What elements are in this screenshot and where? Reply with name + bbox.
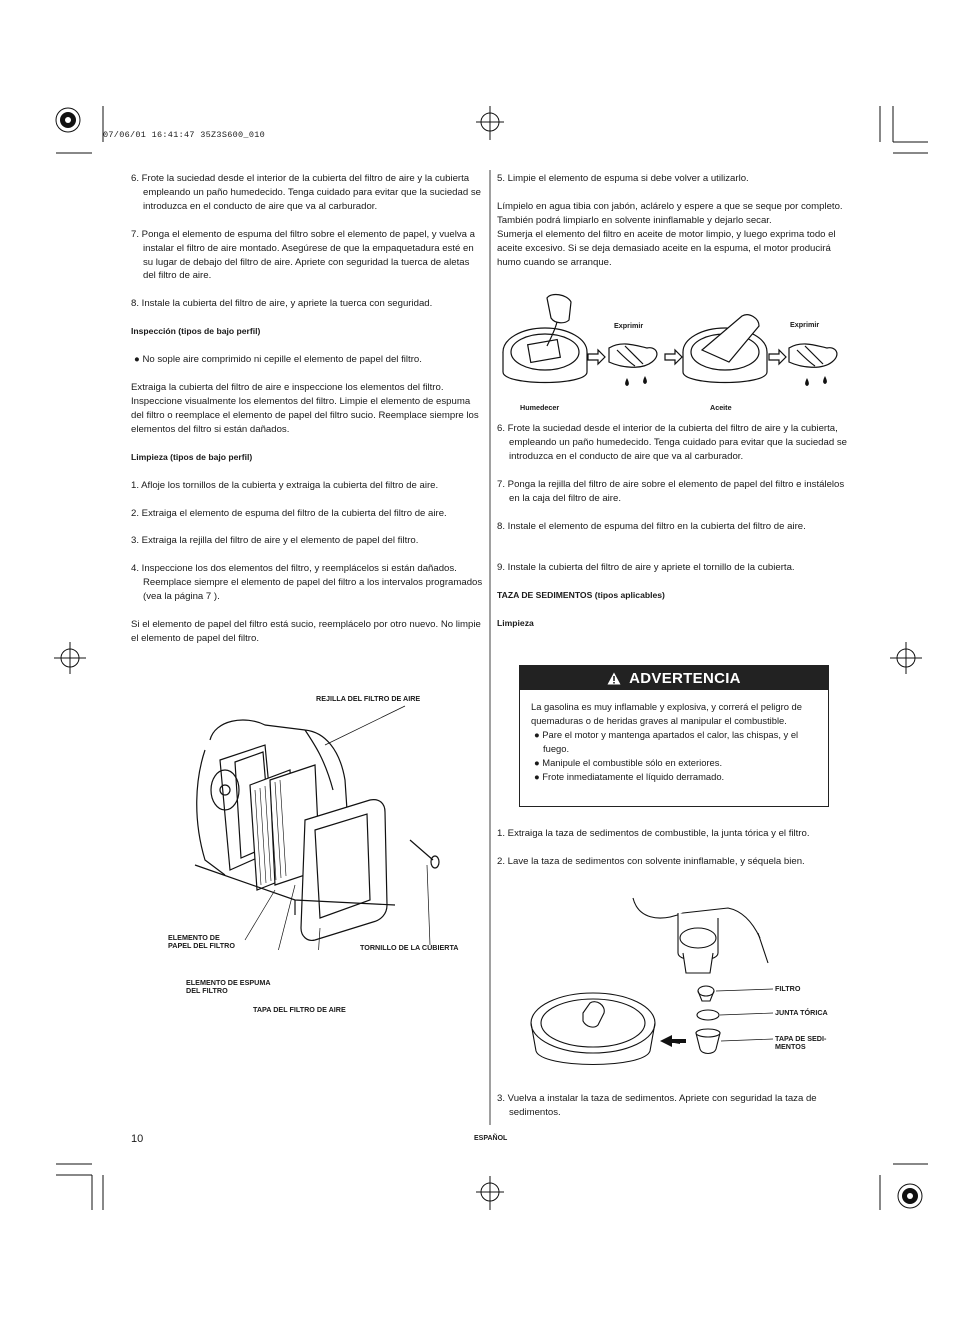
header-code: 07/06/01 16:41:47 35Z3S600_010 [103, 130, 266, 140]
soap-paragraph: Límpielo en agua tibia con jabón, aclárelo y espere a que se seque por completo. También podrá limpiarlo en solvente ininflamable y dejarlo secar. [497, 200, 843, 226]
label-cover-screw: TORNILLO DE LA CUBIERTA [360, 943, 459, 952]
label-wet: Humedecer [520, 403, 560, 412]
label-air-filter-cover: TAPA DEL FILTRO DE AIRE [253, 1005, 346, 1014]
clean-step-2: 2. Extraiga el elemento de espuma del filtro de la cubierta del filtro de aire. [131, 507, 447, 519]
label-squeeze-2: Exprimir [790, 320, 820, 329]
step-r8: 8. Instale el elemento de espuma del filtro en la cubierta del filtro de aire. [497, 520, 806, 532]
label-o-ring: JUNTA TÓRICA [775, 1008, 828, 1017]
step-8: 8. Instale la cubierta del filtro de aire, y apriete la tuerca con seguridad. [131, 298, 433, 310]
warning-box [519, 665, 829, 807]
label-air-filter-grid: REJILLA DEL FILTRO DE AIRE [316, 694, 421, 703]
sediment-step-3: 3. Vuelva a instalar la taza de sedimentos. Apriete con seguridad la taza de sedimentos. [497, 1093, 817, 1118]
clean-step-4: 4. Inspeccione los dos elementos del filtro, y reemplácelos si están dañados. Reemplace siempre el elemento de papel del filtro a los intervalos programados (vea la página 7 ). [131, 563, 483, 603]
sediment-step-2: 2. Lave la taza de sedimentos con solvente ininflamable, y séquela bien. [497, 855, 805, 867]
warning-text: La gasolina es muy inflamable y explosiva, y correrá el peligro de quemaduras o de heridas graves al manipular el combustible. [531, 701, 802, 726]
label-foam-element: ELEMENTO DE ESPUMA DEL FILTRO [186, 978, 271, 995]
step-6: 6. Frote la suciedad desde el interior de la cubierta del filtro de aire y la cubierta empleando un paño humedecido. Tenga cuidado para evitar que la suciedad se introduzca en el conducto de aire que va al carburador. [131, 173, 481, 212]
step-r9: 9. Instale la cubierta del filtro de aire y apriete el tornillo de la cubierta. [497, 562, 795, 574]
registration-mark-icon [898, 1184, 922, 1208]
air-filter-illustration [165, 700, 465, 950]
right-column-middle [497, 422, 852, 631]
clean-step-1: 1. Afloje los tornillos de la cubierta y extraiga la cubierta del filtro de aire. [131, 479, 439, 491]
sediment-heading: TAZA DE SEDIMENTOS (tipos aplicables) [497, 590, 665, 601]
warning-header [520, 666, 828, 690]
warning-triangle-icon [607, 672, 621, 685]
sediment-cup-illustration [528, 893, 778, 1073]
warning-bullet-3: ● Frote inmediatamente el líquido derramado. [534, 770, 725, 782]
footer-language: ESPAÑOL [474, 1135, 508, 1142]
label-paper-element: ELEMENTO DE PAPEL DEL FILTRO [168, 933, 235, 950]
cleaning-heading: Limpieza (tipos de bajo perfil) [131, 451, 253, 462]
sediment-cleaning-heading: Limpieza [497, 618, 534, 629]
sediment-step-1: 1. Extraiga la taza de sedimentos de combustible, la junta tórica y el filtro. [497, 828, 810, 839]
label-squeeze-1: Exprimir [614, 321, 644, 330]
label-oil: Aceite [710, 403, 732, 412]
label-filter: FILTRO [775, 984, 801, 993]
inspection-paragraph: Extraiga la cubierta del filtro de aire e inspeccione los elementos del filtro. Inspeccione visualmente los elementos del filtro. Limpie el elemento de espuma del filtro o reemplace el elemento de papel del filtro sucio. Reemplace siempre los elementos del filtro si están dañados. [131, 382, 479, 435]
oil-paragraph: Sumerja el elemento del filtro en aceite de motor limpio, y luego exprima todo el aceite excesivo. Si se deja demasiado aceite en la espuma, el motor producirá humo cuando se arranque. [497, 228, 836, 268]
step-r5: 5. Limpie el elemento de espuma si debe volver a utilizarlo. [497, 173, 749, 184]
label-sediment-cup: TAPA DE SEDI- MENTOS [775, 1034, 827, 1051]
page-number: 10 [131, 1133, 144, 1145]
sediment-steps [497, 827, 852, 869]
inspection-heading: Inspección (tipos de bajo perfil) [131, 326, 261, 337]
step-r7: 7. Ponga la rejilla del filtro de aire sobre el elemento de papel del filtro e instálelos en la caja del filtro de aire. [497, 478, 845, 504]
clean-step-3: 3. Extraiga la rejilla del filtro de aire y el elemento de papel del filtro. [131, 535, 419, 547]
step-r6: 6. Frote la suciedad desde el interior de la cubierta del filtro de aire y la cubierta, empleando un paño humedecido. Tenga cuidado para evitar que la suciedad se introduzca en el conducto de aire que va al carburador. [497, 423, 847, 462]
foam-cleaning-illustration [497, 290, 857, 410]
warning-title: ADVERTENCIA [629, 669, 741, 687]
right-column-top [497, 172, 852, 269]
warning-bullet-2: ● Manipule el combustible sólo en exteriores. [534, 756, 723, 768]
warning-bullet-1: ● Pare el motor y mantenga apartados el calor, las chispas, y el fuego. [534, 728, 799, 754]
registration-mark-icon [56, 108, 80, 132]
step-7: 7. Ponga el elemento de espuma del filtro sobre el elemento de papel, y vuelva a instalar el filtro de aire montado. Asegúrese de que la empaquetadura esté en su lugar de debajo del filtro de aire. Apriete con seguridad la tuerca de aletas del filtro de aire. [131, 228, 475, 282]
sediment-step-3-wrap [497, 1092, 852, 1120]
left-column [131, 172, 483, 646]
paper-element-paragraph: Si el elemento de papel del filtro está sucio, reemplácelo por otro nuevo. No limpie el elemento de papel del filtro. [131, 619, 481, 644]
inspection-bullet: ● No sople aire comprimido ni cepille el elemento de papel del filtro. [134, 354, 422, 366]
